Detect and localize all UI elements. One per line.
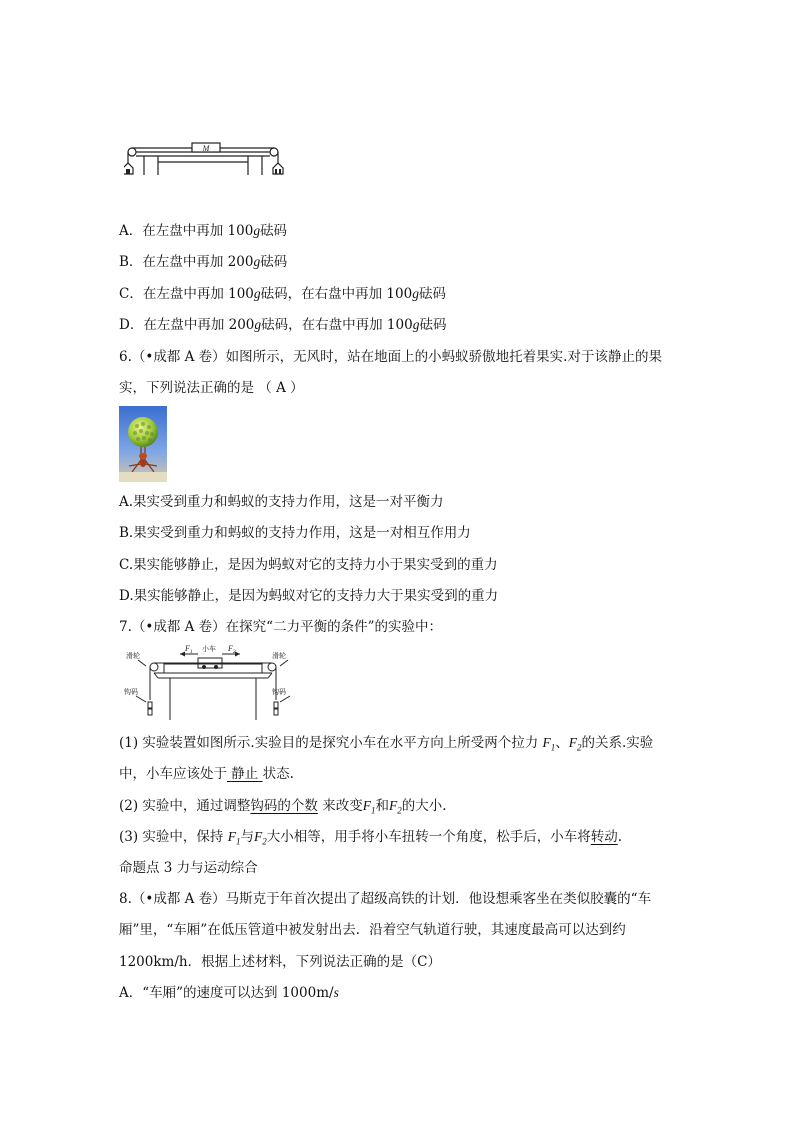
weight-right-label: 钩码: [272, 688, 286, 696]
force-f2-label: $F_2$: [228, 644, 236, 655]
two-force-balance-figure: [124, 642, 294, 722]
q7-part1-line1: (1) 实验装置如图所示.实验目的是探究小车在水平方向上所受两个拉力 $F_1$、$F_2$的关系.实验: [119, 735, 654, 753]
q6-option-b: B.果实受到重力和蚂蚁的支持力作用，这是一对相互作用力: [119, 525, 471, 541]
q6-option-c: C.果实能够静止，是因为蚂蚁对它的支持力小于果实受到的重力: [119, 557, 498, 573]
q7-stem: 7.（•成都 A 卷）在探究“二力平衡的条件”的实验中：: [119, 619, 442, 635]
answer-rotate: 转动: [590, 829, 618, 845]
mass-label: M: [202, 144, 210, 153]
q6-stem-line2: 实，下列说法正确的是 （ A ）: [119, 380, 304, 396]
q6-option-d: D.果实能够静止，是因为蚂蚁对它的支持力大于果实受到的重力: [119, 588, 499, 604]
answer-weights: 钩码的个数: [250, 798, 318, 814]
q8-line3: 1200km/h．根据上述材料，下列说法正确的是（C）: [119, 954, 441, 970]
pulley-right-label: 滑轮: [272, 652, 286, 660]
q7-part3: (3) 实验中，保持 $F_1$与$F_2$大小相等，用手将小车扭转一个角度，松手后，小车将转动.: [119, 829, 623, 847]
force-f1-label: $F_1$: [185, 644, 193, 655]
ant-fruit-image: [119, 406, 167, 482]
q8-option-a: A．“车厢”的速度可以达到 1000m/s: [119, 985, 339, 1001]
pulley-left-label: 滑轮: [126, 652, 140, 660]
weight-left-label: 钩码: [124, 688, 138, 696]
q5-option-b: B．在左盘中再加 200g砝码: [119, 254, 288, 270]
lever-balance-figure: [124, 140, 284, 176]
q8-line2: 厢”里，“车厢”在低压管道中被发射出去．沿着空气轨道行驶，其速度最高可以达到约: [119, 922, 626, 938]
q8-line1: 8.（•成都 A 卷）马斯克于年首次提出了超级高铁的计划．他设想乘客坐在类似胶囊的“车: [119, 891, 652, 907]
answer-static: 静止: [231, 766, 259, 782]
q6-stem-line1: 6.（•成都 A 卷）如图所示，无风时，站在地面上的小蚂蚁骄傲地托着果实.对于该静止的果: [119, 349, 662, 365]
q7-part1-line2: 中，小车应该处于 静止 状态.: [119, 766, 294, 782]
cart-label: 小车: [202, 645, 216, 653]
q7-part2: (2) 实验中，通过调整钩码的个数 来改变$F_1$和$F_2$的大小.: [119, 798, 447, 816]
q6-option-a: A.果实受到重力和蚂蚁的支持力作用，这是一对平衡力: [119, 494, 444, 510]
q5-option-a: A．在左盘中再加 100g砝码: [119, 223, 288, 239]
q5-option-c: C．在左盘中再加 100g砝码，在右盘中再加 100g砝码: [119, 286, 446, 302]
q5-option-d: D．在左盘中再加 200g砝码，在右盘中再加 100g砝码: [119, 317, 447, 333]
section-heading: 命题点 3 力与运动综合: [119, 860, 258, 876]
